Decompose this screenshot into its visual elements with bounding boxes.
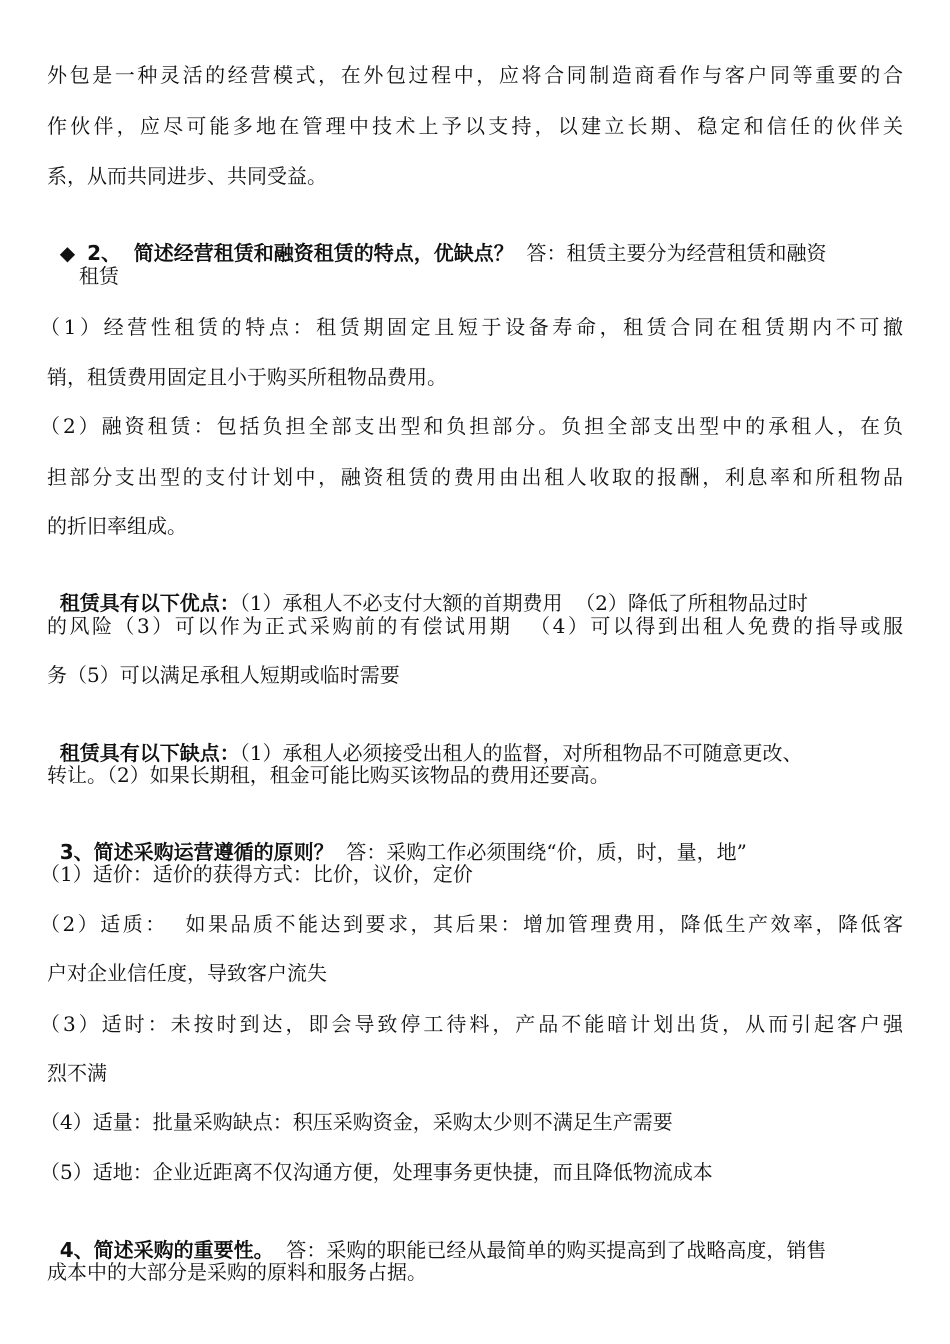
paragraph-line: （2）融资租赁：包括负担全部支出型和负担部分。负担全部支出型中的承租人，在负 [40, 414, 903, 438]
answer-continuation: 租赁 [79, 264, 119, 288]
question-title: 4、简述采购的重要性。 [59, 1238, 274, 1262]
question-2-heading [47, 211, 903, 267]
principle-item: （2）适质： 如果品质不能达到要求，其后果：增加管理费用，降低生产效率，降低客 [40, 912, 903, 936]
paragraph-line: 系，从而共同进步、共同受益。 [47, 164, 327, 188]
principle-item: （3）适时：未按时到达，即会导致停工待料，产品不能暗计划出货，从而引起客户强 [40, 1012, 903, 1036]
paragraph-line: 销，租赁费用固定且小于购买所租物品费用。 [47, 365, 447, 389]
advantages-line [47, 561, 808, 617]
question-title: 简述经营租赁和融资租赁的特点，优缺点？ [133, 241, 514, 265]
paragraph-line: （1）经营性租赁的特点：租赁期固定且短于设备寿命，租赁合同在租赁期内不可撤 [40, 315, 903, 339]
paragraph-line: 的风险（3）可以作为正式采购前的有偿试用期 （4）可以得到出租人免费的指导或服 [47, 614, 903, 638]
paragraph-line: 成本中的大部分是采购的原料和服务占据。 [47, 1260, 427, 1284]
disadvantages-line [47, 711, 802, 767]
disadvantages-label: 租赁具有以下缺点： [59, 741, 240, 765]
paragraph-line: 务（5）可以满足承租人短期或临时需要 [47, 663, 400, 687]
advantages-text: （1）承租人不必支付大额的首期费用 （2）降低了所租物品过时 [239, 591, 808, 615]
paragraph-line: 户对企业信任度，导致客户流失 [47, 961, 327, 985]
question-4-heading [47, 1208, 903, 1264]
paragraph-line: 担部分支出型的支付计划中，融资租赁的费用由出租人收取的报酬，利息率和所租物品 [47, 465, 903, 489]
paragraph-line: 烈不满 [47, 1061, 107, 1085]
question-number: 2、 [87, 241, 122, 265]
paragraph-line: 转让。（2）如果长期租，租金可能比购买该物品的费用还要高。 [47, 763, 610, 787]
principle-item: （4）适量：批量采购缺点：积压采购资金，采购太少则不满足生产需要 [40, 1110, 673, 1134]
question-3-heading [47, 810, 747, 866]
answer-text: 答：采购的职能已经从最简单的购买提高到了战略高度，销售 [286, 1238, 827, 1262]
paragraph-line: 作伙伴，应尽可能多地在管理中技术上予以支持，以建立长期、稳定和信任的伙伴关 [47, 114, 903, 138]
paragraph-line: 的折旧率组成。 [47, 514, 187, 538]
diamond-bullet-icon: ◆ [59, 241, 76, 265]
paragraph-line: 外包是一种灵活的经营模式，在外包过程中，应将合同制造商看作与客户同等重要的合 [47, 63, 903, 87]
answer-text: 答：租赁主要分为经营租赁和融资 [526, 241, 827, 265]
principle-item: （1）适价：适价的获得方式：比价，议价，定价 [40, 862, 473, 886]
principle-item: （5）适地：企业近距离不仅沟通方便，处理事务更快捷，而且降低物流成本 [40, 1160, 713, 1184]
disadvantages-text: （1）承租人必须接受出租人的监督，对所租物品不可随意更改、 [239, 741, 803, 765]
advantages-label: 租赁具有以下优点： [59, 591, 240, 615]
answer-text: 答：采购工作必须围绕“价，质，时，量，地” [346, 840, 747, 864]
question-title: 3、简述采购运营遵循的原则？ [59, 840, 334, 864]
